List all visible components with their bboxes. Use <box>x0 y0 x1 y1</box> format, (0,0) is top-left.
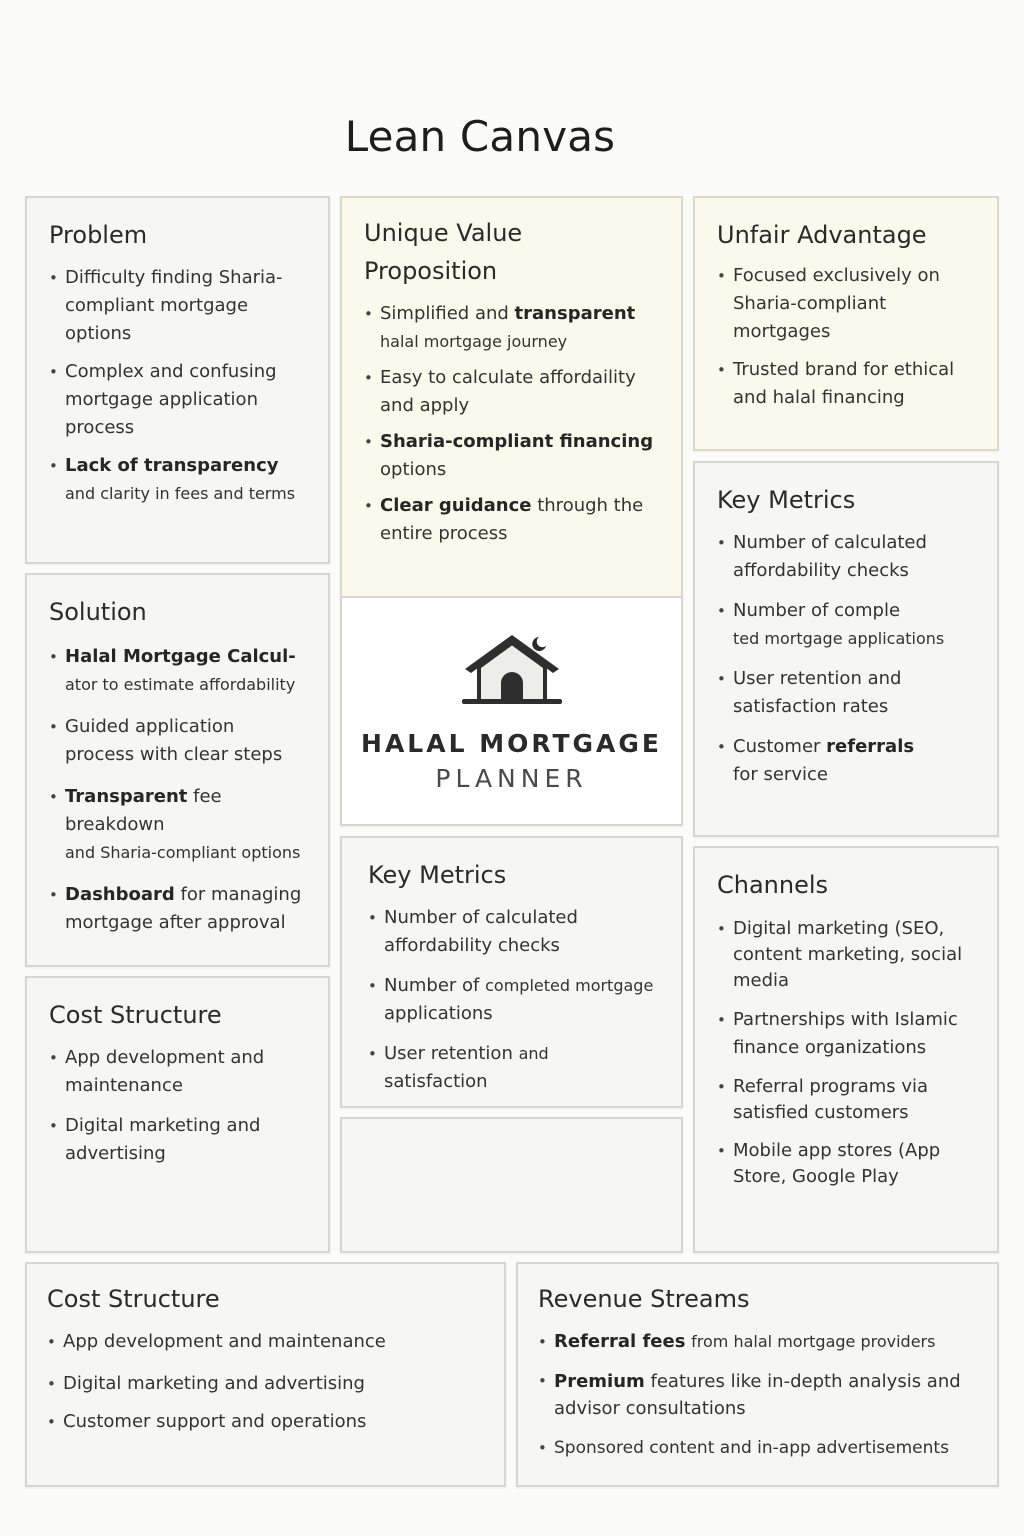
channels-card <box>693 846 999 1253</box>
list-item <box>368 904 655 960</box>
bullet-text: Trusted brand for ethical and halal financing <box>733 359 955 408</box>
bullet-text: Digital marketing and advertising <box>65 1115 261 1164</box>
list-item <box>49 783 306 867</box>
bullet-text: Customer support and operations <box>63 1411 367 1432</box>
key-metrics-title: Key Metrics <box>717 486 856 514</box>
bullet-text: ator to estimate affordability <box>65 675 296 694</box>
bullet-text: Customer <box>733 736 821 757</box>
logo-card <box>340 596 683 826</box>
bullet-text: and <box>518 1044 549 1063</box>
list-item <box>49 643 306 699</box>
bullet-text: applications <box>384 1003 493 1024</box>
solution-list <box>49 643 306 937</box>
channels-title: Channels <box>717 871 829 899</box>
list-item <box>49 264 306 348</box>
list-item <box>49 1044 306 1100</box>
bullet-text: satisfaction <box>384 1071 488 1092</box>
house-crescent-icon <box>457 629 567 711</box>
bullet-text: Number of <box>384 975 480 996</box>
bullet-text: halal mortgage journey <box>380 332 568 351</box>
cost-structure-title: Cost Structure <box>47 1285 220 1313</box>
list-item <box>717 356 975 412</box>
bullet-text: Focused exclusively on Sharia-compliant mortgages <box>733 265 940 342</box>
bullet-bold: Lack of transparency <box>65 455 279 476</box>
key-metrics-center-card <box>340 836 683 1108</box>
list-item <box>538 1368 977 1422</box>
bullet-text: Number of calculated affordability checks <box>733 532 927 581</box>
bullet-text: Number of comple <box>733 600 901 621</box>
logo-title: HALAL MORTGAGE <box>361 729 662 758</box>
logo-subtitle: PLANNER <box>435 764 588 793</box>
revenue-streams-title: Revenue Streams <box>538 1285 750 1313</box>
bullet-text: Guided application process with clear steps <box>65 716 283 765</box>
bullet-bold: transparent <box>514 303 636 324</box>
unfair-advantage-card <box>693 196 999 451</box>
bullet-text: Complex and confusing mortgage application process <box>65 361 277 438</box>
bullet-text: Difficulty finding Sharia-compliant mortgage options <box>65 267 283 344</box>
bullet-text: Number of calculated affordability checks <box>384 907 578 956</box>
bullet-text: features like in-depth analysis and advisor consultations <box>554 1371 961 1419</box>
bullet-text: User retention and satisfaction rates <box>733 668 902 717</box>
bullet-text: Digital marketing and advertising <box>63 1373 365 1394</box>
list-item <box>49 452 306 508</box>
key-metrics-list <box>717 529 975 789</box>
list-item <box>364 428 659 484</box>
list-item <box>717 597 975 653</box>
list-item <box>47 1370 484 1398</box>
bullet-bold: Sharia-compliant financing <box>380 431 654 452</box>
list-item <box>717 665 975 721</box>
uvp-title: Unique Value Proposition <box>364 219 523 285</box>
key-metrics-list <box>368 904 655 1096</box>
bullet-text: Partnerships with Islamic finance organizations <box>733 1009 958 1058</box>
bullet-text: Simplified and <box>380 303 509 324</box>
uvp-list <box>364 300 659 548</box>
list-item <box>49 713 306 769</box>
bullet-bold: Referral fees <box>554 1331 686 1352</box>
bullet-bold: Transparent <box>65 786 188 807</box>
bullet-bold: Dashboard <box>65 884 175 905</box>
bullet-bold: Premium <box>554 1371 645 1392</box>
bullet-bold: Halal Mortgage Calcul- <box>65 646 296 667</box>
list-item <box>47 1328 484 1356</box>
bullet-text: App development and maintenance <box>65 1047 265 1096</box>
solution-title: Solution <box>49 598 147 626</box>
cost-structure-left-card <box>25 976 330 1253</box>
list-item <box>717 1006 975 1062</box>
list-item <box>47 1408 484 1436</box>
list-item <box>538 1434 977 1462</box>
list-item <box>364 364 659 420</box>
empty-card <box>340 1117 683 1253</box>
bullet-text: User retention <box>384 1043 513 1064</box>
list-item <box>49 1112 306 1168</box>
cost-structure-list <box>49 1044 306 1168</box>
bullet-text: options <box>380 459 447 480</box>
cost-structure-list <box>47 1328 484 1436</box>
list-item <box>717 1138 975 1190</box>
bullet-text: for managing mortgage after approval <box>65 884 302 933</box>
bullet-text: fee breakdown <box>65 786 222 835</box>
revenue-streams-list <box>538 1328 977 1462</box>
key-metrics-title: Key Metrics <box>368 861 507 889</box>
list-item <box>368 1040 655 1096</box>
bullet-text: through the entire process <box>380 495 644 544</box>
list-item <box>364 300 659 356</box>
page-title: Lean Canvas <box>344 112 616 161</box>
list-item <box>717 916 975 994</box>
bullet-text: and Sharia-compliant options <box>65 843 301 862</box>
bullet-text: from halal mortgage providers <box>691 1332 936 1351</box>
list-item <box>717 1074 975 1126</box>
list-item <box>49 881 306 937</box>
solution-card <box>25 573 330 967</box>
bullet-bold: referrals <box>826 736 915 757</box>
list-item <box>717 262 975 346</box>
list-item <box>717 733 975 789</box>
list-item <box>368 972 655 1028</box>
uvp-card <box>340 196 683 598</box>
cost-structure-bottom-card <box>25 1262 506 1487</box>
key-metrics-right-card <box>693 461 999 837</box>
list-item <box>49 358 306 442</box>
list-item <box>364 492 659 548</box>
bullet-text: Referral programs via satisfied customers <box>733 1076 929 1123</box>
bullet-bold: Clear guidance <box>380 495 532 516</box>
bullet-text: Easy to calculate affordaility and apply <box>380 367 636 416</box>
unfair-advantage-list <box>717 262 975 412</box>
unfair-advantage-title: Unfair Advantage <box>717 221 927 249</box>
problem-title: Problem <box>49 221 148 249</box>
list-item <box>538 1328 977 1356</box>
bullet-text: ted mortgage applications <box>733 629 945 648</box>
cost-structure-title: Cost Structure <box>49 1001 222 1029</box>
bullet-text: for service <box>733 764 828 785</box>
bullet-text: Sponsored content and in-app advertisements <box>554 1438 949 1458</box>
problem-list <box>49 264 306 508</box>
problem-card <box>25 196 330 564</box>
list-item <box>717 529 975 585</box>
bullet-text: Digital marketing (SEO, content marketing, social media <box>733 918 963 991</box>
revenue-streams-card <box>516 1262 999 1487</box>
bullet-text: App development and maintenance <box>63 1331 386 1352</box>
bullet-text: completed mortgage <box>485 976 654 995</box>
bullet-text: Mobile app stores (App Store, Google Play <box>733 1140 941 1187</box>
channels-list <box>717 916 975 1190</box>
bullet-text: and clarity in fees and terms <box>65 484 296 503</box>
